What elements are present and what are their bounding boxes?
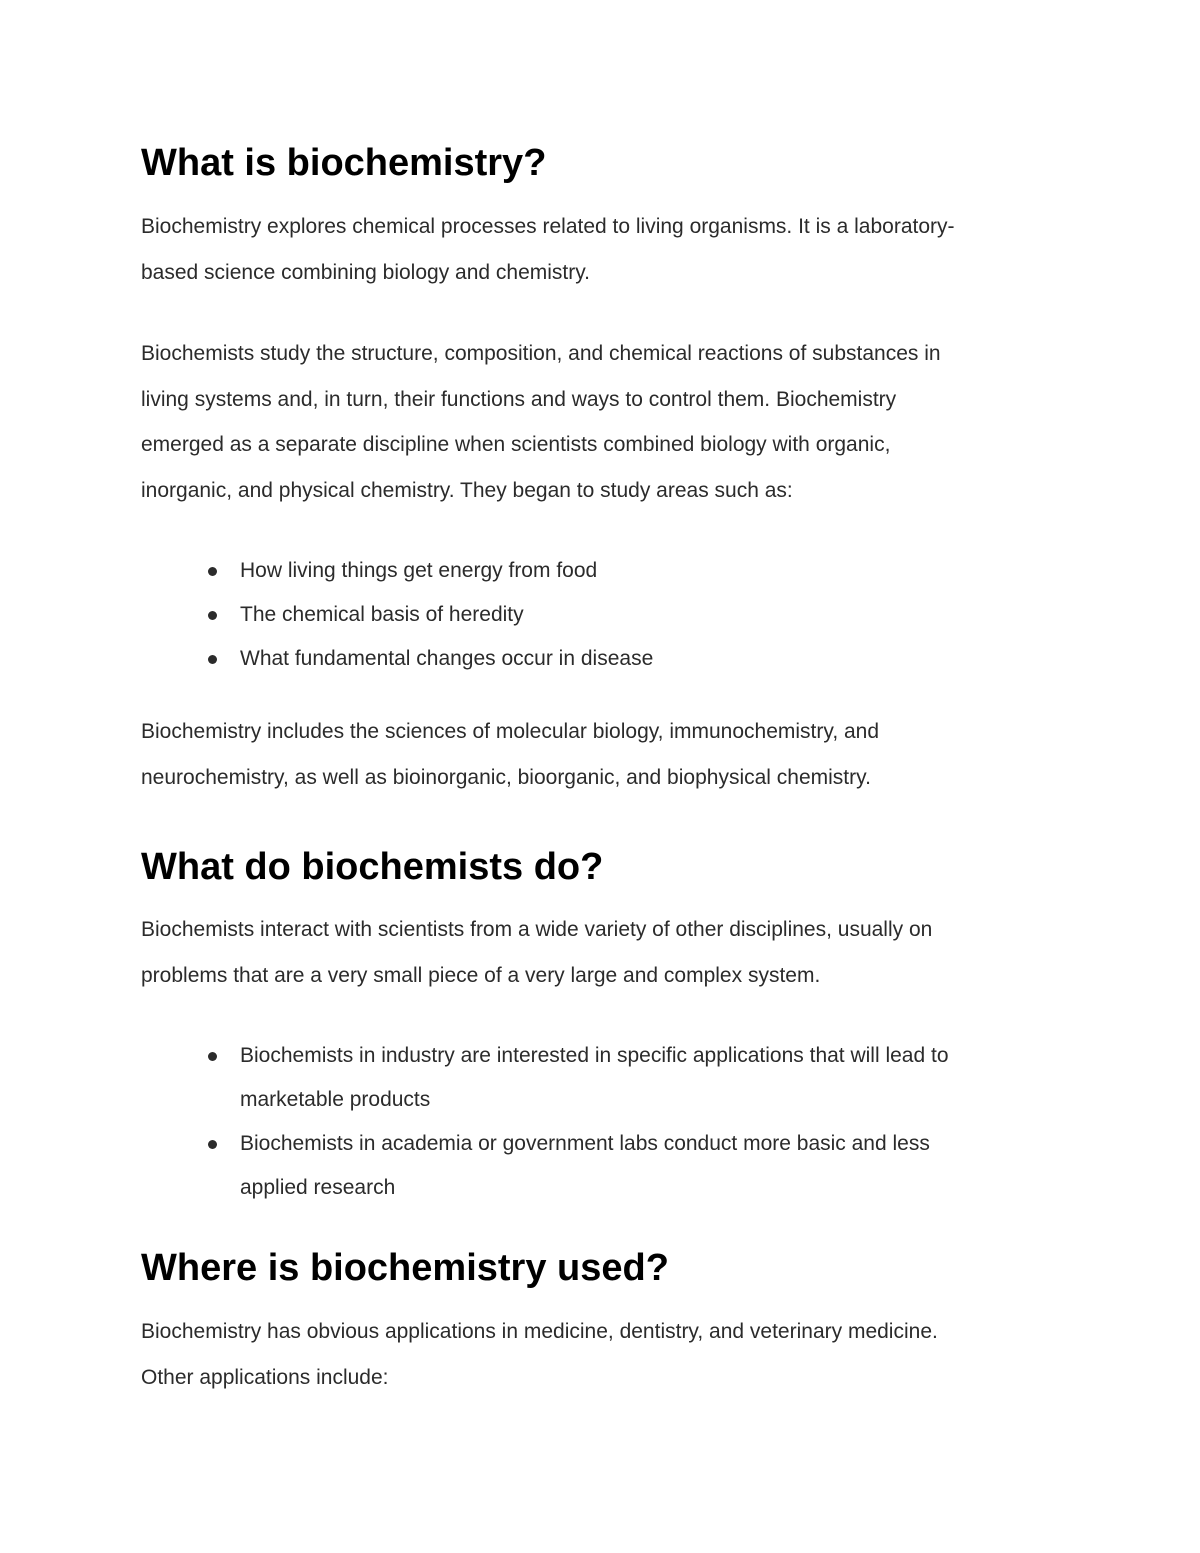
paragraph-biochemistry-intro: Biochemistry explores chemical processes related to living organisms. It is a laboratory- based science combining biology and chemistry. [141,215,955,284]
list-item: How living things get energy from food [141,549,1056,593]
bullet-icon [208,1052,217,1061]
bullet-icon [208,655,217,664]
paragraph-biochemistry-applications: Biochemistry has obvious applications in medicine, dentistry, and veterinary medicine. Other applications include: [141,1320,938,1389]
section-heading-what-do-biochemists-do: What do biochemists do? [141,846,604,888]
section-heading-where-is-biochemistry-used: Where is biochemistry used? [141,1247,669,1289]
biochemist-roles-list [141,1034,1056,1210]
list-item: Biochemists in industry are interested in specific applications that will lead to marketable products [141,1034,1056,1122]
list-item: Biochemists in academia or government labs conduct more basic and less applied research [141,1122,1056,1210]
paragraph-biochemistry-includes: Biochemistry includes the sciences of molecular biology, immunochemistry, and neurochemistry, as well as bioinorganic, bioorganic, and biophysical chemistry. [141,720,880,789]
list-item: The chemical basis of heredity [141,593,1056,637]
section-heading-what-is-biochemistry: What is biochemistry? [141,142,547,184]
paragraph-biochemists-study: Biochemists study the structure, composition, and chemical reactions of substances in living systems and, in turn, their functions and ways to control them. Biochemistry emerged as a separate discipline when scientists combined biology with organic, inorganic, and physical chemistry. They began to study areas such as: [141,342,941,502]
bullet-icon [208,567,217,576]
study-areas-list [141,549,1056,681]
bullet-icon [208,611,217,620]
list-item: What fundamental changes occur in disease [141,637,1056,681]
bullet-icon [208,1140,217,1149]
paragraph-biochemists-interact: Biochemists interact with scientists from a wide variety of other disciplines, usually on problems that are a very small piece of a very large and complex system. [141,918,933,987]
